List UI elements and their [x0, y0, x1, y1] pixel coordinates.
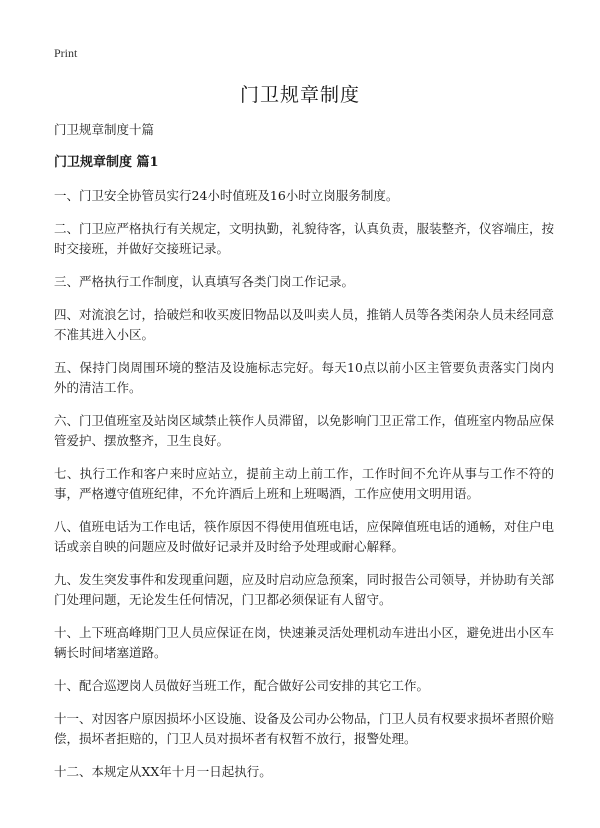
paragraph-1: 一、门卫安全协管员实行24小时值班及16小时立岗服务制度。 [54, 188, 399, 203]
paragraph-6: 六、门卫值班室及站岗区域禁止筷作人员滞留，以免影响门卫正常工作，值班室内物品应保管爱护、摆放整齐，卫生良好。 [54, 413, 555, 448]
document-subtitle: 门卫规章制度十篇 [54, 122, 155, 137]
page-title: 门卫规章制度 [239, 84, 360, 106]
print-label: Print [54, 46, 78, 60]
paragraph-11: 十、配合巡逻岗人员做好当班工作，配合做好公司安排的其它工作。 [54, 678, 430, 693]
paragraph-7: 七、执行工作和客户来时应站立，提前主动上前工作，工作时间不允许从事与工作不符的事，严格遵守值班纪律，不允许酒后上班和上班喝酒，工作应使用文明用语。 [54, 466, 554, 501]
paragraph-8: 八、值班电话为工作电话，筷作原因不得使用值班电话，应保障值班电话的通畅，对住户电话或亲自映的问题应及时做好记录并及时给予处理或耐心解释。 [54, 519, 555, 554]
paragraph-4: 四、对流浪乞讨，拾破烂和收买废旧物品以及叫卖人员，推销人员等各类闲杂人员未经同意不准其进入小区。 [54, 307, 555, 342]
paragraph-12: 十一、对因客户原因损坏小区设施、设备及公司办公物品，门卫人员有权要求损坏者照价赔偿，损坏者拒赔的，门卫人员对损坏者有权暂不放行，报警处理。 [54, 711, 555, 746]
paragraph-5: 五、保持门岗周围环境的整洁及设施标志完好。每天10点以前小区主管要负责落实门岗内外的清洁工作。 [54, 360, 554, 395]
paragraph-2: 二、门卫应严格执行有关规定，文明执勤，礼貌待客，认真负责，服装整齐，仪容端庄，按时交接班，并做好交接班记录。 [54, 221, 555, 256]
paragraph-3: 三、严格执行工作制度，认真填写各类门岗工作记录。 [54, 274, 355, 289]
paragraph-9: 九、发生突发事件和发现重问题，应及时启动应急预案，同时报告公司领导，并协助有关部门处理问题，无论发生任何情况，门卫都必须保证有人留守。 [54, 572, 555, 607]
paragraph-10: 十、上下班高峰期门卫人员应保证在岗，快速兼灵活处理机动车进出小区，避免进出小区车辆长时间堵塞道路。 [54, 625, 555, 660]
document-body [54, 120, 554, 795]
paragraph-13: 十二、本规定从XX年十月一日起执行。 [54, 764, 272, 779]
section-heading: 门卫规章制度 篇1 [54, 155, 159, 170]
